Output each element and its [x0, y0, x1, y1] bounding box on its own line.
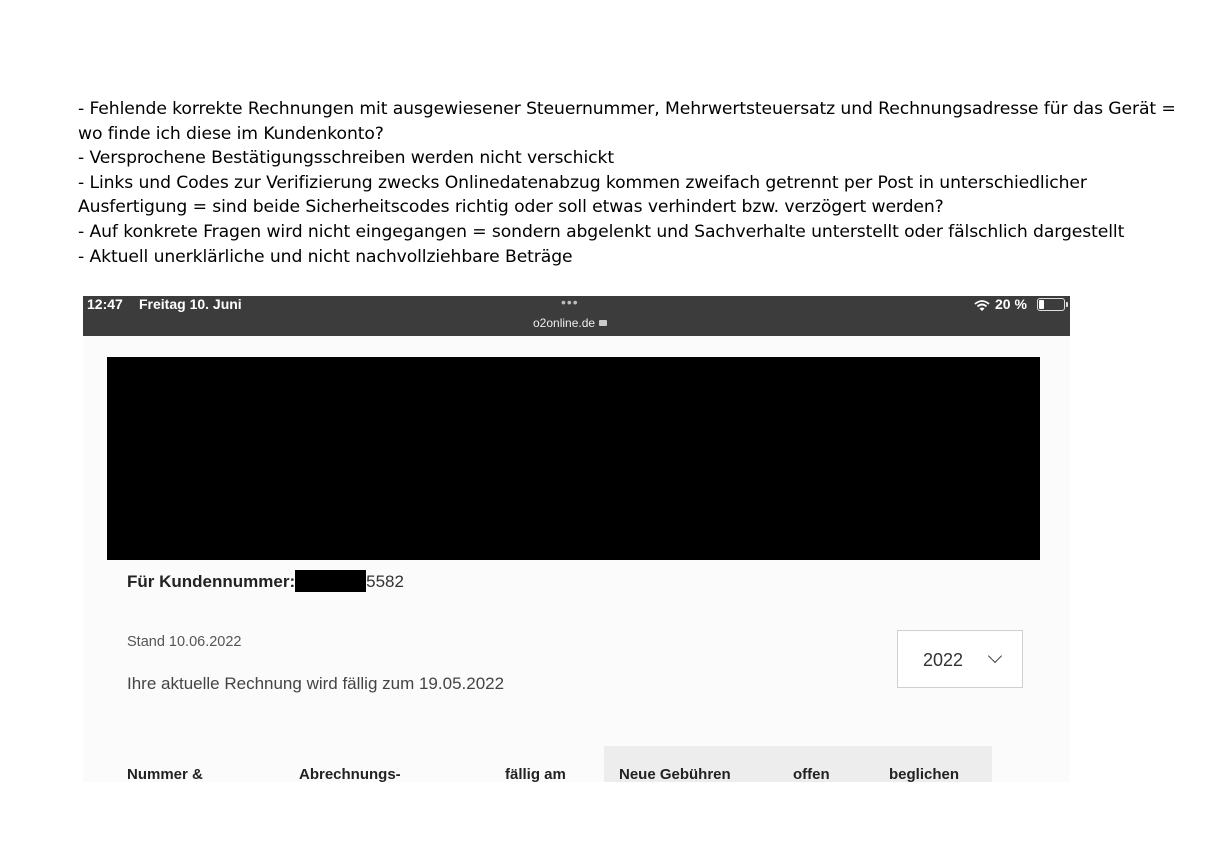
status-date: Freitag 10. Juni [139, 296, 242, 312]
column-header[interactable]: beglichen [889, 766, 960, 782]
note-line: wo finde ich diese im Kundenkonto? [78, 123, 384, 144]
note-line: - Fehlende korrekte Rechnungen mit ausgewiesener Steuernummer, Mehrwertsteuersatz und Rechnungsadresse für das Gerät = [78, 99, 1176, 119]
more-dots-icon[interactable]: ••• [561, 296, 579, 310]
note-line: - Aktuell unerklärliche und nicht nachvollziehbare Beträge [78, 246, 573, 267]
customer-number-suffix: 5582 [366, 572, 404, 591]
embedded-screenshot [83, 296, 1070, 782]
customer-number [127, 570, 404, 592]
column-header[interactable]: Nummer & [127, 766, 203, 782]
note-line: - Auf konkrete Fragen wird nicht eingegangen = sondern abgelenkt und Sachverhalte unterstellt oder fälschlich dargestellt [78, 221, 1125, 242]
column-header[interactable]: Neue Gebühren [619, 766, 731, 782]
redaction-block [295, 570, 366, 592]
column-header[interactable]: offen [793, 766, 830, 782]
status-bar [83, 296, 1070, 336]
stand-date: Stand 10.06.2022 [127, 634, 242, 650]
lock-icon [599, 320, 607, 326]
address-bar[interactable] [533, 316, 607, 330]
url-text: o2online.de [533, 316, 596, 330]
note-line: - Links und Codes zur Verifizierung zwecks Onlinedatenabzug kommen zweifach getrennt per Post in unterschiedlicher [78, 172, 1087, 193]
note-line: Ausfertigung = sind beide Sicherheitscodes richtig oder soll etwas verhindert bzw. verzögert werden? [78, 197, 944, 218]
redaction-block [107, 357, 1040, 560]
year-value: 2022 [923, 650, 964, 670]
notes-text [78, 97, 1176, 269]
customer-number-label: Für Kundennummer: [127, 572, 296, 591]
column-header[interactable]: Abrechnungs- [299, 766, 401, 782]
due-text: Ihre aktuelle Rechnung wird fällig zum 19.05.2022 [127, 674, 505, 693]
wifi-icon [974, 299, 990, 317]
status-time: 12:47 [87, 296, 123, 312]
note-line: - Versprochene Bestätigungsschreiben werden nicht verschickt [78, 148, 614, 169]
column-header[interactable]: fällig am [505, 766, 566, 782]
chevron-down-icon [988, 649, 1002, 663]
battery-icon [1037, 298, 1065, 311]
bills-table-header [83, 746, 1070, 782]
year-select[interactable] [897, 630, 1023, 688]
battery-percent: 20 % [995, 296, 1027, 312]
